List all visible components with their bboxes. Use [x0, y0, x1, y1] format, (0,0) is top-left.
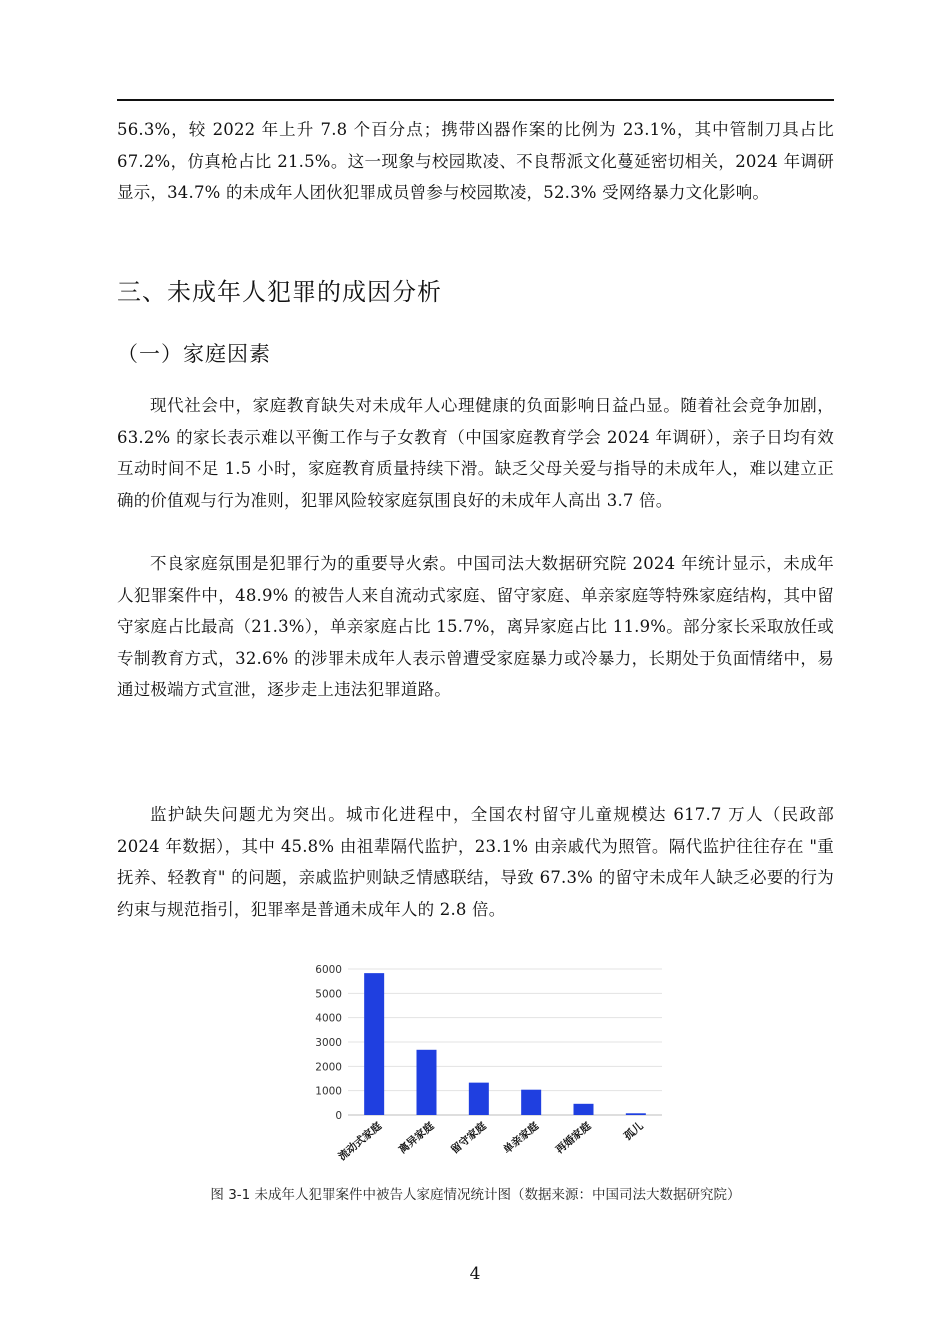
bar: [417, 1050, 437, 1115]
x-tick-label: 离异家庭: [396, 1120, 437, 1157]
x-tick-label: 留守家庭: [448, 1120, 489, 1157]
y-tick-label: 4000: [315, 1012, 342, 1025]
bar: [574, 1104, 594, 1115]
figure-caption: 图 3-1 未成年人犯罪案件中被告人家庭情况统计图（数据来源：中国司法大数据研究院）: [210, 1187, 741, 1203]
y-tick-label: 3000: [315, 1037, 342, 1049]
subsection-heading: （一）家庭因素: [117, 342, 271, 366]
paragraph-continuation: 56.3%，较 2022 年上升 7.8 个百分点；携带凶器作案的比例为 23.1%，其中管制刀具占比 67.2%，仿真枪占比 21.5%。这一现象与校园欺凌、不良帮派文化蔓延密切相关，2024 年调研显示，34.7% 的未成年人团伙犯罪成员曾参与校园欺凌，52.3% 受网络暴力文化影响。: [117, 120, 834, 202]
x-tick-label: 单亲家庭: [501, 1120, 542, 1157]
bar: [521, 1090, 541, 1115]
paragraph-family-education: 现代社会中，家庭教育缺失对未成年人心理健康的负面影响日益凸显。随着社会竞争加剧，63.2% 的家长表示难以平衡工作与子女教育（中国家庭教育学会 2024 年调研），亲子日均有效互动时间不足 1.5 小时，家庭教育质量持续下滑。缺乏父母关爱与指导的未成年人，难以建立正确的价值观与行为准则，犯罪风险较家庭氛围良好的未成年人高出 3.7 倍。: [117, 396, 834, 510]
header-rule: [117, 99, 834, 101]
y-tick-label: 0: [335, 1110, 342, 1122]
x-tick-label: 再婚家庭: [553, 1120, 594, 1157]
bar: [626, 1113, 646, 1115]
page-number: 4: [469, 1264, 481, 1284]
paragraph-guardianship: 监护缺失问题尤为突出。城市化进程中，全国农村留守儿童规模达 617.7 万人（民政部 2024 年数据），其中 45.8% 由祖辈隔代监护，23.1% 由亲戚代为照管。隔代监护往往存在 "重抚养、轻教育" 的问题，亲戚监护则缺乏情感联结，导致 67.3% 的留守未成年人缺乏必要的行为约束与规范指引，犯罪率是普通未成年人的 2.8 倍。: [117, 805, 834, 919]
bar-chart: [300, 955, 670, 1165]
bar: [469, 1083, 489, 1115]
y-tick-label: 2000: [315, 1061, 342, 1074]
section-heading: 三、未成年人犯罪的成因分析: [117, 278, 442, 306]
x-tick-label: 孤儿: [621, 1120, 646, 1143]
paragraph-family-atmosphere: 不良家庭氛围是犯罪行为的重要导火索。中国司法大数据研究院 2024 年统计显示，未成年人犯罪案件中，48.9% 的被告人来自流动式家庭、留守家庭、单亲家庭等特殊家庭结构，其中留守家庭占比最高（21.3%），单亲家庭占比 15.7%，离异家庭占比 11.9%。部分家长采取放任或专制教育方式，32.6% 的涉罪未成年人表示曾遭受家庭暴力或冷暴力，长期处于负面情绪中，易通过极端方式宣泄，逐步走上违法犯罪道路。: [117, 554, 834, 699]
y-tick-label: 1000: [315, 1085, 342, 1098]
y-tick-label: 6000: [315, 964, 342, 976]
y-tick-label: 5000: [315, 988, 342, 1001]
bar: [364, 973, 384, 1115]
x-tick-label: 流动式家庭: [336, 1120, 385, 1164]
